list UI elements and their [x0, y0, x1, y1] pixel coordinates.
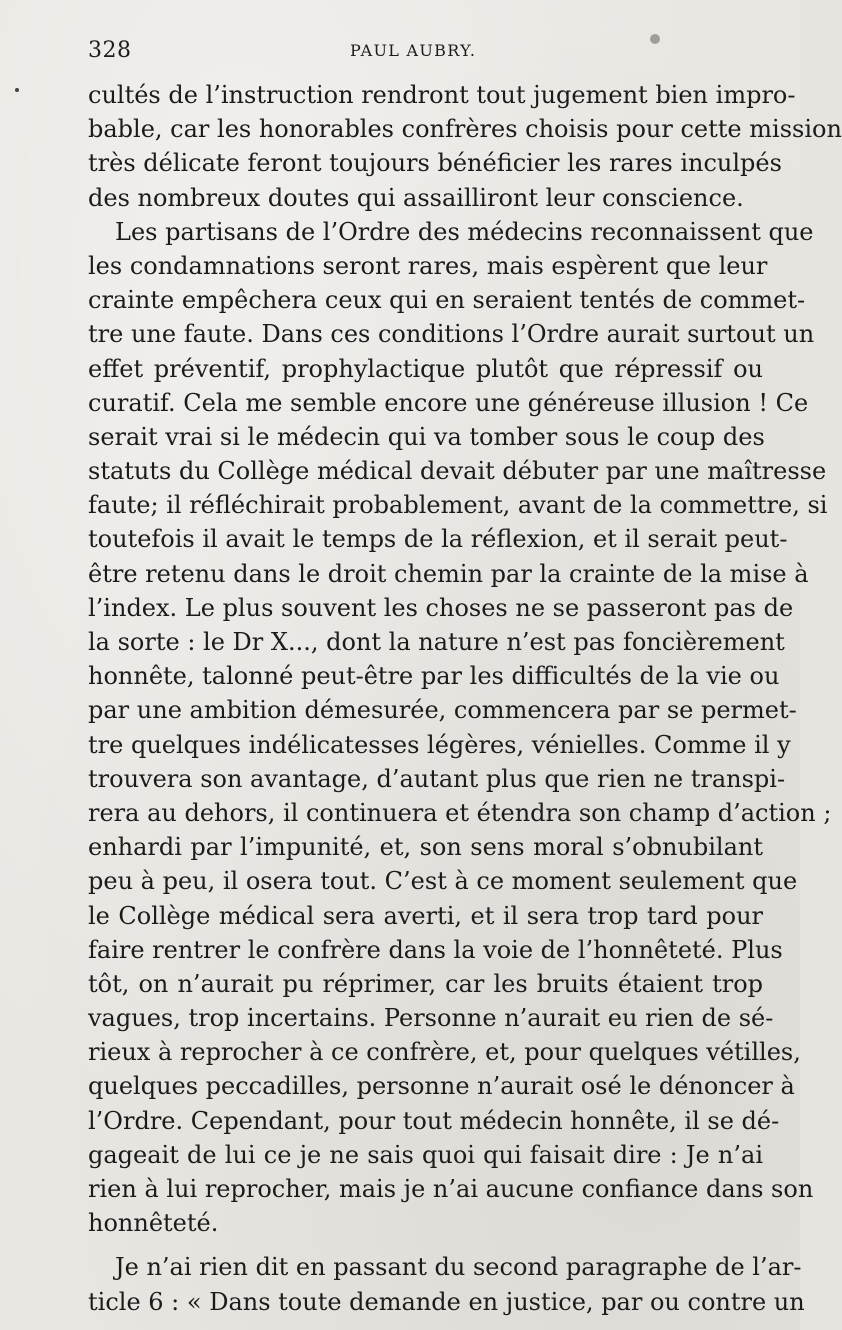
- text-line: curatif. Cela me semble encore une généreuse illusion ! Ce: [88, 388, 809, 417]
- text-line: la sorte : le Dr X..., dont la nature n’est pas foncièrement: [88, 628, 785, 656]
- text-line: effet préventif, prophylactique plutôt que répressif ou: [88, 354, 763, 383]
- text-line: par une ambition démesurée, commencera par se permet-: [88, 696, 797, 725]
- text-line: faire rentrer le confrère dans la voie de l’honnêteté. Plus: [88, 935, 783, 964]
- running-title: PAUL AUBRY.: [350, 41, 477, 60]
- text-line: ticle 6 : « Dans toute demande en justice, par ou contre un: [88, 1287, 805, 1316]
- text-line: gageait de lui ce je ne sais quoi qui faisait dire : Je n’ai: [88, 1140, 763, 1169]
- text-line: être retenu dans le droit chemin par la crainte de la mise à: [88, 559, 809, 588]
- text-line: serait vrai si le médecin qui va tomber sous le coup des: [88, 422, 765, 451]
- text-line: vagues, trop incertains. Personne n’aurait eu rien de sé-: [88, 1004, 774, 1033]
- text-line: rien à lui reprocher, mais je n’ai aucune confiance dans son: [88, 1175, 814, 1203]
- text-line: bable, car les honorables confrères choisis pour cette mission: [88, 115, 842, 144]
- text-line: Les partisans de l’Ordre des médecins reconnaissent que: [115, 217, 814, 246]
- paragraph-gap: [88, 1240, 763, 1250]
- text-line: toutefois il avait le temps de la réflexion, et il serait peut-: [88, 525, 788, 554]
- text-line: le Collège médical sera averti, et il sera trop tard pour: [88, 901, 763, 930]
- page-number: 328: [88, 38, 132, 63]
- text-line: rieux à reprocher à ce confrère, et, pour quelques vétilles,: [88, 1038, 801, 1067]
- text-line: cultés de l’instruction rendront tout jugement bien impro-: [88, 81, 796, 109]
- text-line: l’index. Le plus souvent les choses ne se passeront pas de: [88, 593, 794, 622]
- page-header: [88, 38, 700, 68]
- text-line: honnêteté.: [88, 1209, 219, 1238]
- text-line: Je n’ai rien dit en passant du second paragraphe de l’ar-: [115, 1253, 802, 1282]
- text-line: faute; il réfléchirait probablement, avant de la commettre, si: [88, 491, 828, 520]
- text-line: honnête, talonné peut-être par les difficultés de la vie ou: [88, 662, 780, 691]
- text-line: les condamnations seront rares, mais espèrent que leur: [88, 251, 768, 280]
- text-line: tre une faute. Dans ces conditions l’Ordre aurait surtout un: [88, 320, 815, 349]
- text-line: peu à peu, il osera tout. C’est à ce moment seulement que: [88, 867, 798, 896]
- body-text: [88, 78, 842, 1319]
- text-line: enhardi par l’impunité, et, son sens moral s’obnubilant: [88, 833, 763, 862]
- text-line: rera au dehors, il continuera et étendra son champ d’action ;: [88, 798, 832, 827]
- margin-speck: [15, 88, 19, 92]
- text-line: quelques peccadilles, personne n’aurait osé le dénoncer à: [88, 1072, 795, 1101]
- text-line: l’Ordre. Cependant, pour tout médecin honnête, il se dé-: [88, 1106, 780, 1135]
- text-line: tre quelques indélicatesses légères, vénielles. Comme il y: [88, 730, 791, 759]
- text-line: très délicate feront toujours bénéficier les rares inculpés: [88, 149, 782, 178]
- text-line: trouvera son avantage, d’autant plus que rien ne transpi-: [88, 764, 786, 793]
- text-line: statuts du Collège médical devait débuter par une maîtresse: [88, 457, 827, 486]
- text-line: crainte empêchera ceux qui en seraient tentés de commet-: [88, 286, 806, 315]
- text-line: tôt, on n’aurait pu réprimer, car les bruits étaient trop: [88, 969, 763, 998]
- text-line: des nombreux doutes qui assailliront leur conscience.: [88, 183, 744, 212]
